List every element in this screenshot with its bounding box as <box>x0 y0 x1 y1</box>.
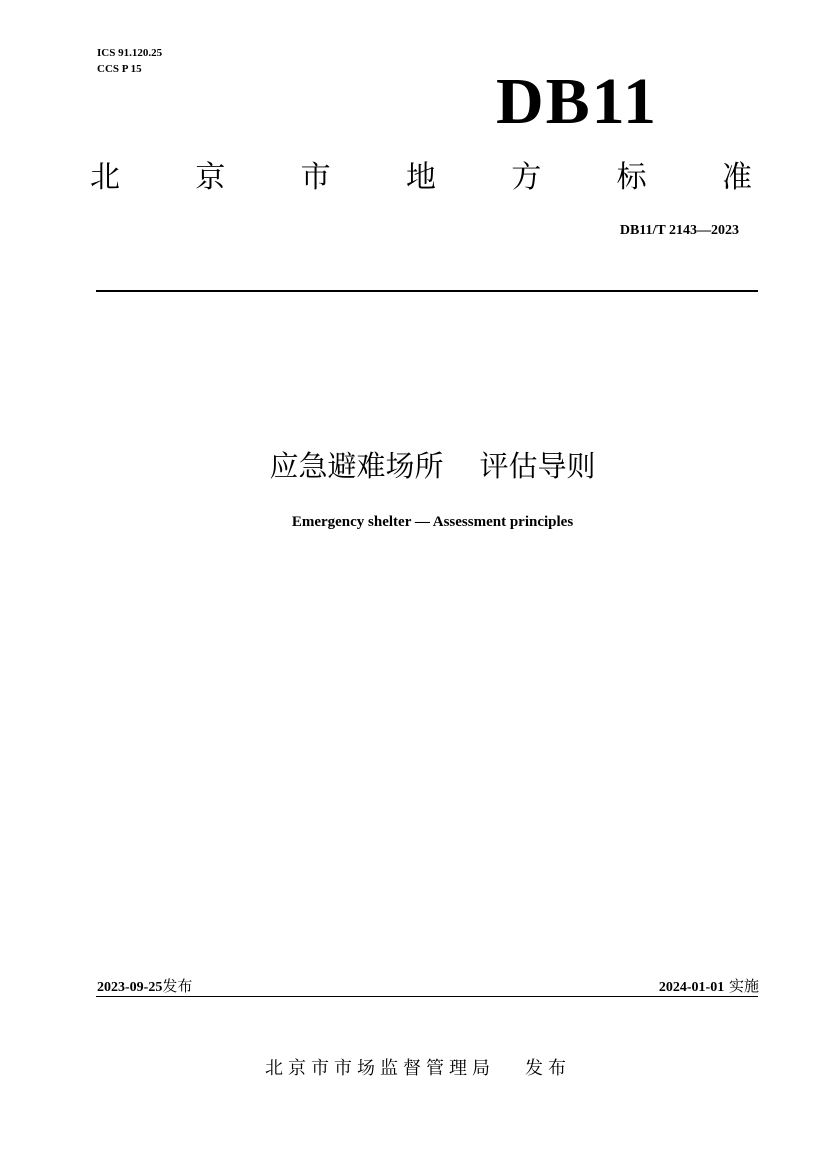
standard-type-char: 标 <box>616 160 647 195</box>
ics-code: ICS 91.120.25 <box>97 47 163 59</box>
document-title-en: Emergency shelter — Assessment principles <box>291 514 574 530</box>
publish-date-line <box>97 975 192 996</box>
title-cn-part2: 评估导则 <box>479 449 596 483</box>
standard-type-char: 北 <box>90 160 120 195</box>
standard-number: DB11/T 2143—2023 <box>619 223 739 238</box>
issuer-line <box>0 1054 815 1080</box>
publish-date: 2023-09-25 <box>97 980 163 995</box>
effective-label: 实施 <box>728 977 759 995</box>
ccs-code: CCS P 15 <box>97 63 142 75</box>
standard-type-char: 京 <box>195 160 226 195</box>
standard-type-char: 方 <box>511 160 542 195</box>
title-cn-part1: 应急避难场所 <box>269 449 444 483</box>
standard-type-char: 准 <box>721 160 752 195</box>
standard-type-char: 市 <box>300 160 331 195</box>
document-title-cn <box>0 444 815 488</box>
issuer-action: 发布 <box>525 1058 571 1079</box>
effective-date-line <box>659 975 759 996</box>
standard-type-char: 地 <box>405 160 436 195</box>
publish-label: 发布 <box>162 977 193 995</box>
db11-logo: DB11 <box>496 65 659 138</box>
classification-codes <box>97 45 162 77</box>
footer-divider <box>96 996 758 997</box>
effective-date: 2024-01-01 <box>658 980 725 995</box>
issuer-name: 北京市市场监督管理局 <box>265 1058 495 1079</box>
header-divider <box>96 290 758 292</box>
standard-type-heading <box>90 156 752 200</box>
